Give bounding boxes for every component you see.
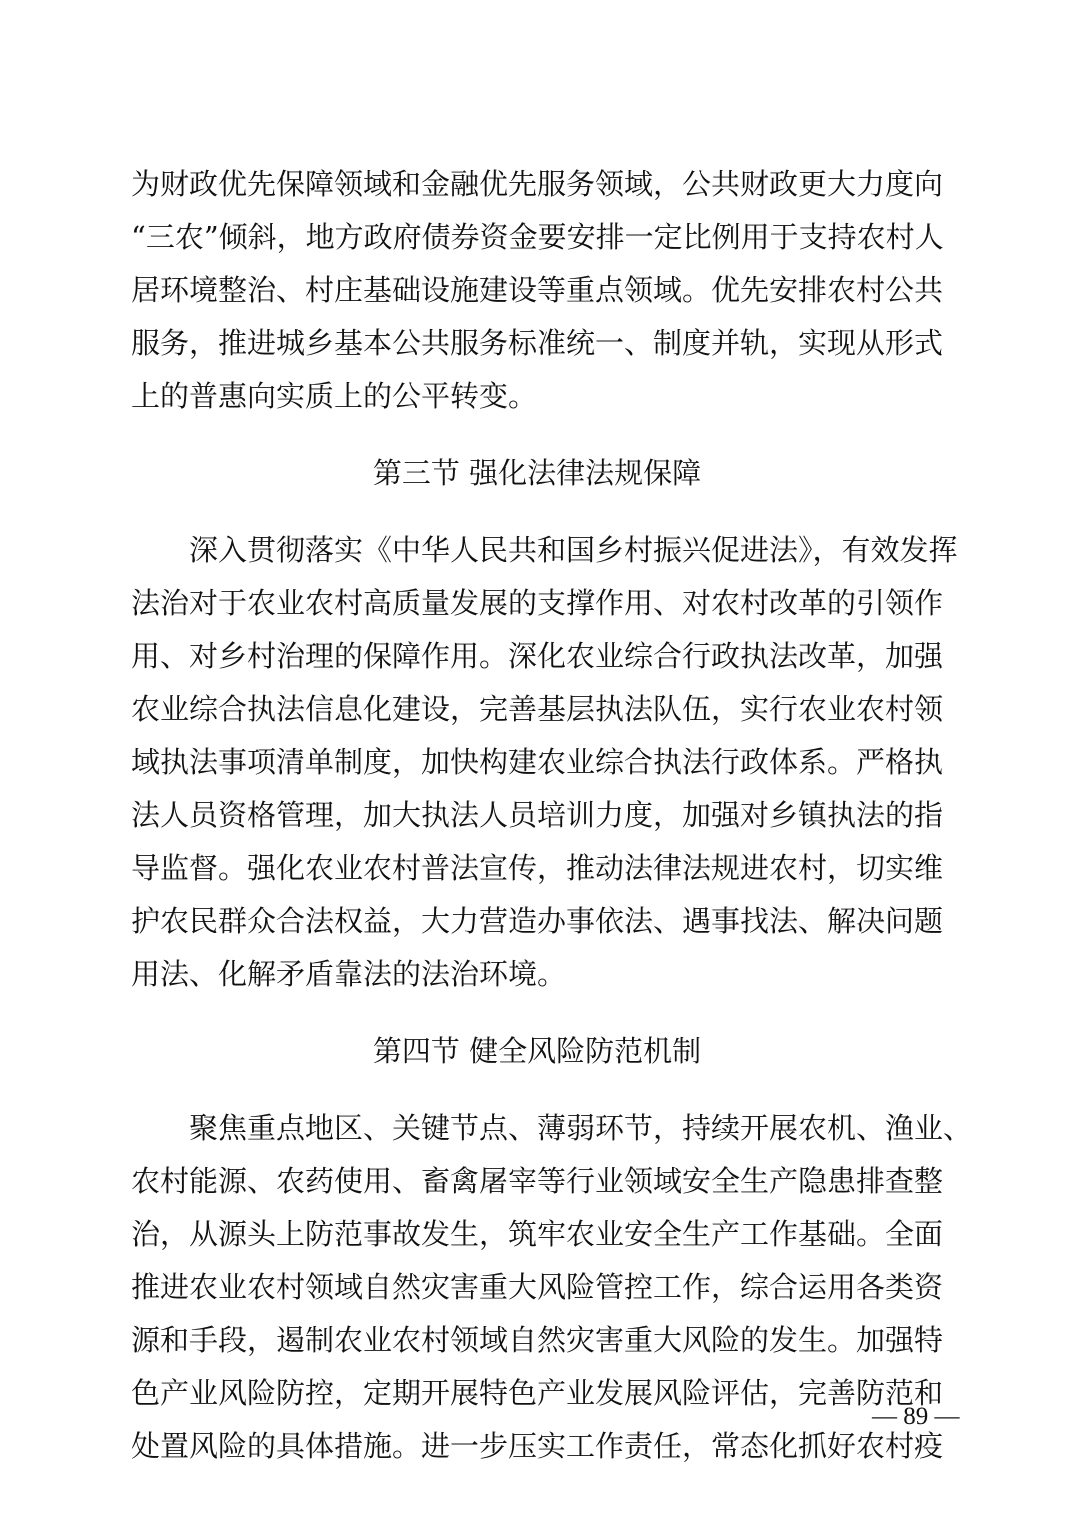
text-line: 源和手段，遏制农业农村领域自然灾害重大风险的发生。加强特 bbox=[131, 1323, 944, 1358]
text-line: 处置风险的具体措施。进一步压实工作责任，常态化抓好农村疫 bbox=[131, 1429, 944, 1464]
page-number: — 89 — bbox=[872, 1403, 960, 1430]
section-4-paragraph bbox=[131, 1102, 973, 1473]
text-line: 服务，推进城乡基本公共服务标准统一、制度并轨，实现从形式 bbox=[131, 326, 944, 360]
intro-paragraph bbox=[131, 158, 943, 423]
text-line: 护农民群众合法权益，大力营造办事依法、遇事找法、解决问题 bbox=[131, 904, 944, 939]
text-line: 用法、化解矛盾靠法的法治环境。 bbox=[131, 957, 567, 992]
text-line: 域执法事项清单制度，加快构建农业综合执法行政体系。严格执 bbox=[131, 745, 944, 780]
text-line: 农村能源、农药使用、畜禽屠宰等行业领域安全生产隐患排查整 bbox=[131, 1164, 944, 1199]
text-line: 用、对乡村治理的保障作用。深化农业综合行政执法改革，加强 bbox=[131, 639, 944, 674]
text-line: 深入贯彻落实《中华人民共和国乡村振兴促进法》，有效发挥 bbox=[189, 533, 958, 568]
text-line: 法人员资格管理，加大执法人员培训力度，加强对乡镇执法的指 bbox=[131, 798, 944, 833]
section-4-heading: 第四节 健全风险防范机制 bbox=[372, 1034, 702, 1069]
document-body bbox=[131, 158, 973, 1473]
text-line: 推进农业农村领域自然灾害重大风险管控工作，综合运用各类资 bbox=[131, 1270, 944, 1305]
text-line: 导监督。强化农业农村普法宣传，推动法律法规进农村，切实维 bbox=[131, 851, 944, 886]
section-3-heading: 第三节 强化法律法规保障 bbox=[372, 456, 702, 491]
text-line: 为财政优先保障领域和金融优先服务领域，公共财政更大力度向 bbox=[131, 167, 944, 201]
text-line: 聚焦重点地区、关键节点、薄弱环节，持续开展农机、渔业、 bbox=[189, 1111, 973, 1146]
text-line: 农业综合执法信息化建设，完善基层执法队伍，实行农业农村领 bbox=[131, 692, 944, 727]
text-line: 居环境整治、村庄基础设施建设等重点领域。优先安排农村公共 bbox=[131, 273, 944, 307]
text-line: 色产业风险防控，定期开展特色产业发展风险评估，完善防范和 bbox=[131, 1376, 944, 1411]
text-line: 上的普惠向实质上的公平转变。 bbox=[131, 379, 538, 413]
text-line: “三农”倾斜，地方政府债券资金要安排一定比例用于支持农村人 bbox=[131, 220, 944, 254]
section-3-paragraph bbox=[131, 524, 958, 1001]
text-line: 治，从源头上防范事故发生，筑牢农业安全生产工作基础。全面 bbox=[131, 1217, 944, 1252]
text-line: 法治对于农业农村高质量发展的支撑作用、对农村改革的引领作 bbox=[131, 586, 944, 621]
